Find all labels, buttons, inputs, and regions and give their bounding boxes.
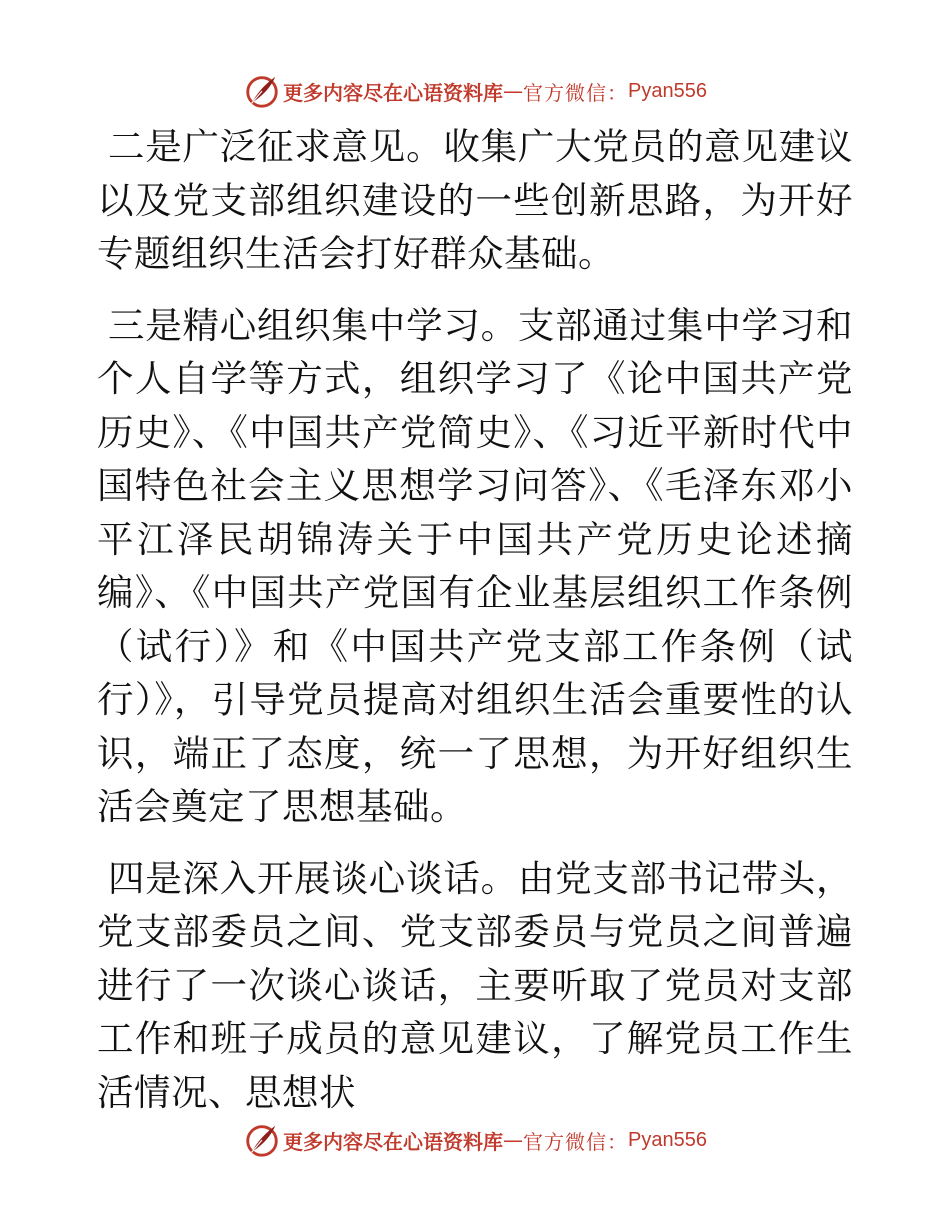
header-dash: — [503, 79, 524, 103]
footer-brand-text: 更多内容尽在心语资料库 [283, 1129, 504, 1154]
paragraph-collective-study: 三是精心组织集中学习。支部通过集中学习和个人自学等方式，组织学习了《论中国共产党历史》、《中国共产党简史》、《习近平新时代中国特色社会主义思想学习问答》、《毛泽东邓小平江泽民胡锦涛关于中国共产党历史论述摘编》、《中国共产党国有企业基层组织工作条例（试行）》和《中国共产党支部工作条例（试行）》，引导党员提高对组织生活会重要性的认识，端正了态度，统一了思想，为开好组织生活会奠定了思想基础。 [97, 303, 853, 828]
footer-wechat-label: 官方微信： [523, 1129, 629, 1154]
header-wechat-label: 官方微信： [523, 80, 629, 105]
header-banner [0, 71, 950, 111]
quill-logo-icon [243, 1121, 281, 1159]
header-wechat-id: Pyan556 [628, 79, 707, 102]
quill-logo-icon [243, 72, 281, 110]
paragraph-heart-to-heart-talks: 四是深入开展谈心谈话。由党支部书记带头，党支部委员之间、党支部委员与党员之间普遍进行了一次谈心谈话，主要听取了党员对支部工作和班子成员的意见建议，了解党员工作生活情况、思想状 [97, 856, 853, 1114]
footer-dash: — [503, 1128, 524, 1152]
footer-banner [0, 1120, 950, 1160]
header-brand-text: 更多内容尽在心语资料库 [283, 80, 504, 105]
document-body [97, 120, 853, 1137]
paragraph-solicit-opinions: 二是广泛征求意见。收集广大党员的意见建议以及党支部组织建设的一些创新思路，为开好专题组织生活会打好群众基础。 [97, 125, 853, 275]
footer-wechat-id: Pyan556 [628, 1128, 707, 1151]
